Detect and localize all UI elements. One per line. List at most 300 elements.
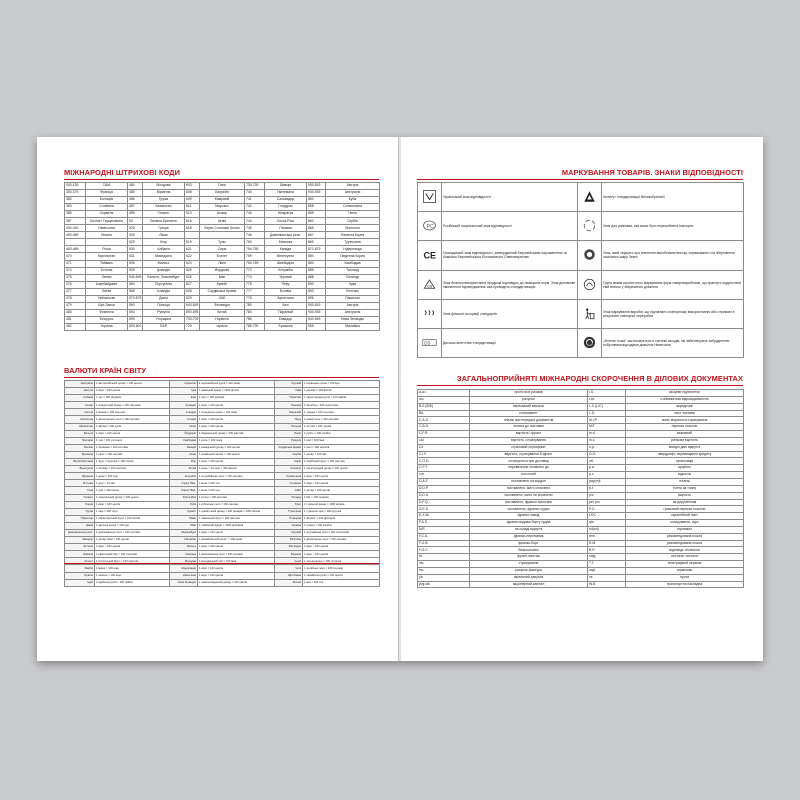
abbreviation-code: T.T.	[588, 561, 626, 568]
barcode-country: Філіппіни	[86, 309, 128, 316]
currency-unit: 1 малайзійський рингіт = 100 сенів	[198, 537, 275, 544]
barcode-prefix: 520	[128, 225, 143, 232]
currency-unit: 1 євро = 100 центів	[198, 423, 275, 430]
barcode-country: Азербайджан	[86, 281, 128, 288]
currency-unit: 1 чеська крона = 100 геллерів	[303, 558, 380, 565]
abbreviation-row	[418, 390, 744, 397]
barcode-country: Франція	[86, 190, 128, 197]
barcode-prefix: 955	[307, 323, 326, 330]
abbreviation-row	[418, 492, 744, 499]
abbreviation-row	[418, 465, 744, 472]
abbreviation-code: C/I	[418, 444, 470, 451]
barcode-row	[65, 309, 380, 316]
barcode-country: Ліван	[143, 232, 185, 239]
barcodes-title: МІЖНАРОДНІ ШТРИХОВІ КОДИ	[64, 168, 181, 177]
marking-description: Знак, який свідчить про внесення виробником внеску, спрямованого на збереження озонового шару Землі	[602, 241, 744, 270]
barcode-country: Японія	[86, 232, 128, 239]
barcode-prefix: 487	[128, 204, 143, 211]
currency-country: Куба	[170, 501, 198, 508]
barcode-country: Південна Корея	[326, 253, 380, 260]
abbreviation-code: R.P.	[588, 547, 626, 554]
currency-unit: 1 філіппінське песо = 100 сентаво	[303, 537, 380, 544]
barcode-country: Узбекистан	[86, 295, 128, 302]
currency-row	[65, 494, 380, 501]
barcode-country: Нідерланди	[326, 246, 380, 253]
abbreviation-code: j/vg.stk	[418, 581, 470, 588]
currency-unit: 1 афгані = 100 пулів	[95, 423, 170, 430]
currency-unit: 1 євро = 100 центів	[198, 544, 275, 551]
currency-country: Коста-Ріка	[170, 494, 198, 501]
barcode-prefix: 475	[65, 274, 86, 281]
abbreviation-meaning: поставлено, мито сплачено	[470, 485, 588, 492]
barcode-prefix: 870-879	[307, 246, 326, 253]
barcode-prefix: 603	[185, 183, 200, 190]
abbreviation-meaning: поточний	[470, 472, 588, 479]
barcode-prefix	[65, 239, 86, 246]
abbreviation-meaning: оплата до поставки	[470, 424, 588, 431]
barcode-row	[65, 274, 380, 281]
currency-country: Фінляндія	[275, 544, 303, 551]
currency-country: Гана	[65, 487, 95, 494]
barcode-prefix: 628	[185, 288, 200, 295]
currency-country: Ліван	[170, 515, 198, 522]
currency-unit: 1 домініканське песо = 100 сентаво	[95, 529, 170, 536]
currency-country: Замбія	[65, 565, 95, 572]
barcodes-table	[64, 182, 380, 331]
barcode-country: Аргентина	[265, 295, 307, 302]
barcode-prefix: 624	[185, 260, 200, 267]
currency-country: Болівія	[65, 444, 95, 451]
currency-unit: 1 гонконгський долар = 100 центів	[95, 494, 170, 501]
barcode-prefix: 860	[307, 218, 326, 225]
barcode-country: Велика Британія	[143, 218, 185, 225]
barcode-prefix: 594	[128, 309, 143, 316]
barcode-prefix: 608	[185, 190, 200, 197]
barcode-country: Данія	[143, 295, 185, 302]
currency-unit: 1 динар = 100 пар	[303, 451, 380, 458]
currency-unit: 1 новозеландський долар = 100 центів	[198, 579, 275, 586]
currency-unit: 1 седі = 100 песев	[95, 487, 170, 494]
barcode-country: В'єтнам	[326, 288, 380, 295]
tidyman-mark-icon	[582, 306, 597, 321]
barcode-country: Нова Зеландія	[326, 316, 380, 323]
currency-country: Росія	[275, 430, 303, 437]
abbreviation-code: qtn	[588, 520, 626, 527]
currency-unit: 1 уругвайське песо = 100 сентесимо	[303, 529, 380, 536]
currency-row	[65, 381, 380, 388]
currency-unit: 1 іракський динар = 1000 філсів	[198, 388, 275, 395]
barcode-country: Туреччина	[326, 239, 380, 246]
currency-unit: 1 євро = 100 центів	[95, 388, 170, 395]
currency-country: Естонія	[65, 544, 95, 551]
currency-unit: 1 норвезька крона = 100 ере	[303, 381, 380, 388]
currency-country: Грузія	[65, 508, 95, 515]
currency-unit: 1 кубинське песо = 100 сентаво	[198, 501, 275, 508]
barcode-country: Бразилія	[265, 323, 307, 330]
currency-unit: 1 фунт стерлінгів = 100 пенсів	[95, 459, 170, 466]
barcode-prefix: 474	[65, 267, 86, 274]
currency-unit: 1 гривня = 100 копійок	[303, 522, 380, 529]
abbreviation-code: L.C.(L/C)	[588, 403, 626, 410]
barcode-prefix	[185, 232, 200, 239]
currency-row	[65, 544, 380, 551]
barcode-prefix: 300-379	[65, 190, 86, 197]
svg-text:РС: РС	[426, 224, 434, 231]
barcode-row	[65, 288, 380, 295]
barcode-prefix: 529	[128, 239, 143, 246]
abbr-table	[417, 389, 744, 588]
barcode-prefix: 486	[128, 197, 143, 204]
currency-unit: 1 болівіано = 100 сентаво	[95, 444, 170, 451]
currency-country: США	[275, 487, 303, 494]
barcode-prefix: 746	[245, 232, 265, 239]
abbreviation-meaning: отримано	[626, 526, 744, 533]
currency-country: Алжир	[65, 402, 95, 409]
abbreviation-meaning: франко-борт	[470, 540, 588, 547]
recycle-mark-icon	[582, 218, 597, 233]
currency-unit: 1 пакистанська рупія = 100 пайсів	[303, 395, 380, 402]
barcode-prefix: 569	[128, 288, 143, 295]
abbreviation-meaning: рахунок-фактура	[470, 567, 588, 574]
currency-unit: 1 кувейтський динар = 100 динарів = 1000 філсів	[198, 508, 275, 515]
abbreviation-code: LOC	[588, 513, 626, 520]
abbreviation-code: C.F.R.	[418, 431, 470, 438]
barcode-country: Берег Слонової Кістки	[200, 225, 245, 232]
currency-country: Австрія	[65, 388, 95, 395]
currency-country: Ісландія	[170, 409, 198, 416]
marking-description: Український знак відповідності	[442, 183, 578, 212]
barcode-prefix: 626	[185, 274, 200, 281]
abbreviation-meaning: терміново	[626, 567, 744, 574]
barcode-prefix: 729	[185, 323, 200, 330]
barcode-prefix: 865	[307, 225, 326, 232]
abbreviation-meaning: поставлено на кордон	[470, 478, 588, 485]
barcode-row	[65, 218, 380, 225]
currency-row	[65, 423, 380, 430]
abbreviation-row	[418, 533, 744, 540]
barcode-country: Австрія	[326, 302, 380, 309]
abbreviation-code: F.O.B.	[418, 540, 470, 547]
currency-row	[65, 579, 380, 586]
currency-unit: 1 туніський динар = 1000 мілімів	[303, 501, 380, 508]
currency-country: Словаччина	[275, 473, 303, 480]
currency-unit: 1 йорданський динар = 100 піастрів	[198, 430, 275, 437]
abbreviation-meaning: франко-перевізник	[470, 533, 588, 540]
abbr-title-rule	[417, 385, 743, 386]
barcode-prefix: 754-755	[245, 246, 265, 253]
currency-country: Йорданія	[170, 430, 198, 437]
currency-country: Молдова	[170, 558, 198, 565]
marking-description: Група знаків екологічного маркування фірм-товаровиробників, що прагнуть підкреслити свій внесок у збереження довкілля	[602, 270, 744, 299]
currency-unit: 1 злотий = 100 грошів	[303, 423, 380, 430]
barcode-prefix: 759	[245, 253, 265, 260]
abbreviation-code: B/L	[418, 410, 470, 417]
currency-row	[65, 459, 380, 466]
barcode-prefix: 50	[128, 218, 143, 225]
currency-unit: 1 бат = 100 сатангів	[303, 494, 380, 501]
currency-unit: 1 юань = 10 цзяо = 100 феней	[198, 466, 275, 473]
currency-row	[65, 395, 380, 402]
currency-unit: 1 молдавський лей = 100 бані	[198, 558, 275, 565]
currency-unit: 1 євро = 100 центів	[198, 529, 275, 536]
marking-description: Знак фінської асоціації стандартів	[442, 299, 578, 328]
barcode-prefix: 893	[307, 288, 326, 295]
currency-unit: 1 ланкійська рупія = 100 центів	[303, 572, 380, 579]
currency-row	[65, 515, 380, 522]
abbreviation-code: B.E.(B/E)	[418, 403, 470, 410]
barcode-country: Перу	[265, 281, 307, 288]
currency-unit: 1 лек = 100 кіндарок	[95, 395, 170, 402]
barcode-prefix: 858	[307, 204, 326, 211]
abbreviation-meaning: рекомендована пошта	[626, 540, 744, 547]
barcode-prefix: 477	[65, 288, 86, 295]
abbreviation-meaning: на складі відсутні	[470, 526, 588, 533]
currency-country: Греція	[65, 501, 95, 508]
abbreviation-row	[418, 574, 744, 581]
currency-title-rule	[64, 377, 379, 378]
currency-country: Люксембург	[170, 529, 198, 536]
barcode-prefix: 528	[128, 232, 143, 239]
currency-country: Словенія	[275, 480, 303, 487]
currency-unit: 1 гуарані = 100 сентимо	[303, 409, 380, 416]
barcode-prefix: 745	[245, 225, 265, 232]
abbreviation-code: m.d.	[588, 431, 626, 438]
currency-unit: 1 євро = 100 центів	[198, 416, 275, 423]
currency-country: Уругвай	[275, 381, 303, 388]
barcode-prefix: 480	[65, 309, 86, 316]
barcode-prefix: 740	[245, 190, 265, 197]
currency-table	[64, 380, 380, 587]
abbreviation-code: a.a.r.	[418, 390, 470, 397]
abbreviation-code: c&i	[418, 437, 470, 444]
abbreviation-row	[418, 403, 744, 410]
currency-row	[65, 473, 380, 480]
currency-country: Румунія	[275, 437, 303, 444]
barcode-prefix: 789-790	[245, 323, 265, 330]
currency-country: Болгарія	[65, 437, 95, 444]
currency-unit: 1 сирійський фунт = 100 піастрів	[303, 459, 380, 466]
currency-unit: 1 ларі = 100 тетрі	[95, 508, 170, 515]
abbreviation-row	[418, 513, 744, 520]
abbreviation-row	[418, 581, 744, 588]
currency-country: Пакистан	[275, 395, 303, 402]
abbreviation-code: D.F.Q.	[418, 499, 470, 506]
barcode-country: Сербія	[326, 218, 380, 225]
currency-unit: 1 дирхам = 100 філсів	[303, 388, 380, 395]
currency-unit: 1 вона = 100 чон	[198, 480, 275, 487]
abbreviation-code: F.A.S.	[418, 520, 470, 527]
currency-country: Чехія	[275, 558, 303, 565]
currency-unit: 1 мексиканське песо = 100 сентаво	[198, 551, 275, 558]
currency-unit: 1 кванза = 100 сентимо	[95, 409, 170, 416]
abbreviation-code: rem.	[588, 533, 626, 540]
abbreviation-code: p.t.	[588, 485, 626, 492]
currency-unit: 1 колумбійське песо = 100 сентаво	[198, 473, 275, 480]
abbreviation-meaning: лист застави	[626, 410, 744, 417]
currency-unit: 1 квача = 100 нгве	[95, 565, 170, 572]
barcode-country	[200, 232, 245, 239]
abbreviation-meaning: вартість	[626, 492, 744, 499]
currency-country: Туреччина	[275, 508, 303, 515]
barcode-country: Україна	[86, 323, 128, 330]
barcode-country: Лівія	[200, 260, 245, 267]
barcode-prefix: 387	[65, 218, 86, 225]
ecology-association-mark-icon	[582, 277, 597, 292]
currency-unit: 1 форинт = 100 філлерів	[303, 515, 380, 522]
barcode-country: Маврикій	[200, 197, 245, 204]
abbreviation-code: P.O.	[588, 506, 626, 513]
currency-row	[65, 480, 380, 487]
abbreviation-meaning: рекомендована пошта	[626, 533, 744, 540]
barcode-prefix: 859	[307, 211, 326, 218]
barcode-prefix: 530	[128, 246, 143, 253]
svg-text:CE: CE	[423, 250, 437, 261]
gs-safety-mark-icon	[422, 277, 437, 292]
currency-unit: 1 австралійський долар = 100 центів	[95, 381, 170, 388]
currency-unit: 1 ліванський фунт = 100 піастрів	[198, 515, 275, 522]
abbreviation-row	[418, 520, 744, 527]
currency-country: Україна	[275, 522, 303, 529]
currency-country: Венесуела	[65, 466, 95, 473]
currency-country: Колумбія	[170, 473, 198, 480]
barcode-prefix: 775	[245, 281, 265, 288]
currency-row	[65, 409, 380, 416]
barcode-country: Панама	[265, 225, 307, 232]
abbreviation-meaning: тонна за тонну	[626, 485, 744, 492]
abbreviation-code: a/c	[418, 396, 470, 403]
currency-unit: 1 шекель = 100 агор	[95, 572, 170, 579]
barcode-prefix: 380	[65, 197, 86, 204]
abbreviation-code: pay(m)t	[588, 478, 626, 485]
abbreviation-row	[418, 444, 744, 451]
abbreviation-meaning: франко завод	[470, 513, 588, 520]
abbreviation-meaning: поставлено, франко-судно	[470, 506, 588, 513]
currency-country: Ангола	[65, 409, 95, 416]
currency-unit: 1 індонезійська рупія = 100 сенів	[198, 381, 275, 388]
barcode-prefix: 460-469	[65, 246, 86, 253]
currency-country: Гонконг	[65, 494, 95, 501]
barcode-prefix: 560	[128, 281, 143, 288]
currency-country: Індонезія	[170, 381, 198, 388]
abbreviation-code: C.A.D.	[418, 417, 470, 424]
currency-row	[65, 444, 380, 451]
abbreviation-meaning: загальний рахунок	[470, 574, 588, 581]
finnish-standard-mark-icon	[422, 306, 437, 321]
currency-unit: 1 євро = 100 центів	[198, 402, 275, 409]
currency-country: Вірменія	[65, 473, 95, 480]
currency-country: В'єтнам	[65, 480, 95, 487]
currency-unit: 1 рубль = 100 копійок	[303, 430, 380, 437]
barcode-country: Китай	[200, 309, 245, 316]
barcode-prefix: 780	[245, 302, 265, 309]
abbreviation-meaning: коносамент	[470, 410, 588, 417]
barcode-row	[65, 225, 380, 232]
barcode-country: Саудівська Аравія	[200, 288, 245, 295]
abbreviation-code: p.c.	[588, 472, 626, 479]
abbreviation-meaning: сплачується при доставці	[470, 458, 588, 465]
abbreviation-row	[418, 458, 744, 465]
currency-row	[65, 522, 380, 529]
barcode-row	[65, 323, 380, 330]
abbreviation-code: R.M.	[588, 540, 626, 547]
currency-unit: 1 аргентинське песо = 100 сентаво	[95, 416, 170, 423]
abbreviation-meaning: поставлено, мито не сплачено	[470, 492, 588, 499]
barcode-country: Кіпр	[143, 239, 185, 246]
barcode-country: Швейцарія	[265, 260, 307, 267]
currency-row	[65, 529, 380, 536]
barcode-country: Малайзія	[326, 323, 380, 330]
abbreviation-code: D.E.S.	[418, 506, 470, 513]
abbreviation-meaning: платіж	[626, 478, 744, 485]
abbreviation-code: I.S.	[588, 390, 626, 397]
abbreviation-code: O.D.	[588, 451, 626, 458]
barcode-country: Білорусь	[86, 316, 128, 323]
marking-description: Російський національний знак відповідності	[442, 212, 578, 241]
barcode-country: Словаччина	[326, 204, 380, 211]
abbreviation-code: vs	[588, 574, 626, 581]
left-page	[37, 137, 399, 661]
barcode-country: Польща	[143, 302, 185, 309]
barcode-country: Індія	[326, 281, 380, 288]
abbreviation-meaning: поставлено, франко-пристань	[470, 499, 588, 506]
barcode-country: Сирія	[200, 246, 245, 253]
barcode-prefix: 600-601	[128, 323, 143, 330]
barcode-row	[65, 197, 380, 204]
barcode-prefix: 484	[128, 183, 143, 190]
currency-country: ОАЕ	[275, 388, 303, 395]
abbreviation-code: C.B.D.	[418, 424, 470, 431]
currency-unit: 1 ісландська крона = 100 ейре	[198, 409, 275, 416]
currency-country: Сербія	[275, 451, 303, 458]
barcode-prefix: 743	[245, 211, 265, 218]
abbreviation-code: m.v.	[588, 437, 626, 444]
abbreviation-meaning: акредитив	[626, 403, 744, 410]
currency-unit: 1 євро = 100 центів	[198, 565, 275, 572]
barcode-country: Ірландія	[143, 267, 185, 274]
abbreviation-meaning: проти	[626, 574, 744, 581]
currency-country: Канада	[170, 444, 198, 451]
abbreviation-code: L.D.	[588, 410, 626, 417]
barcode-country: Еквадор	[265, 316, 307, 323]
currency-country: Філіппіни	[275, 537, 303, 544]
currency-unit: 1 долар = 100 центів	[303, 487, 380, 494]
barcode-country: Домініканська респ.	[265, 232, 307, 239]
barcode-country: Швеція	[265, 183, 307, 190]
currency-unit: 1 боліваp = 100 сентимо	[95, 466, 170, 473]
abbreviation-row	[418, 499, 744, 506]
barcode-country: Португалія	[143, 281, 185, 288]
barcode-country: США	[86, 183, 128, 190]
barcode-country: Коста-Ріка	[265, 218, 307, 225]
currency-country: Кувейт	[170, 508, 198, 515]
abbreviation-row	[418, 410, 744, 417]
barcode-prefix: 000-139	[65, 183, 86, 190]
currency-unit: 1 євро = 100 центів	[95, 430, 170, 437]
barcode-country: Естонія	[86, 267, 128, 274]
currency-country: Шрі-Ланка	[275, 572, 303, 579]
marking-description: Датська агентство стандартизації	[442, 328, 578, 357]
abbreviation-code: shtg.	[588, 554, 626, 561]
barcode-country	[86, 239, 128, 246]
marking-row	[418, 183, 744, 212]
barcode-prefix: 485	[128, 190, 143, 197]
abbreviation-meaning: переказ поштою	[626, 424, 744, 431]
barcode-prefix: 760-769	[245, 260, 265, 267]
abbreviation-code: frt.	[418, 554, 470, 561]
currency-country: Нова Зеландія	[170, 579, 198, 586]
abbreviation-code: cur.	[418, 472, 470, 479]
currency-unit: 1 канадський долар = 100 центів	[198, 444, 275, 451]
